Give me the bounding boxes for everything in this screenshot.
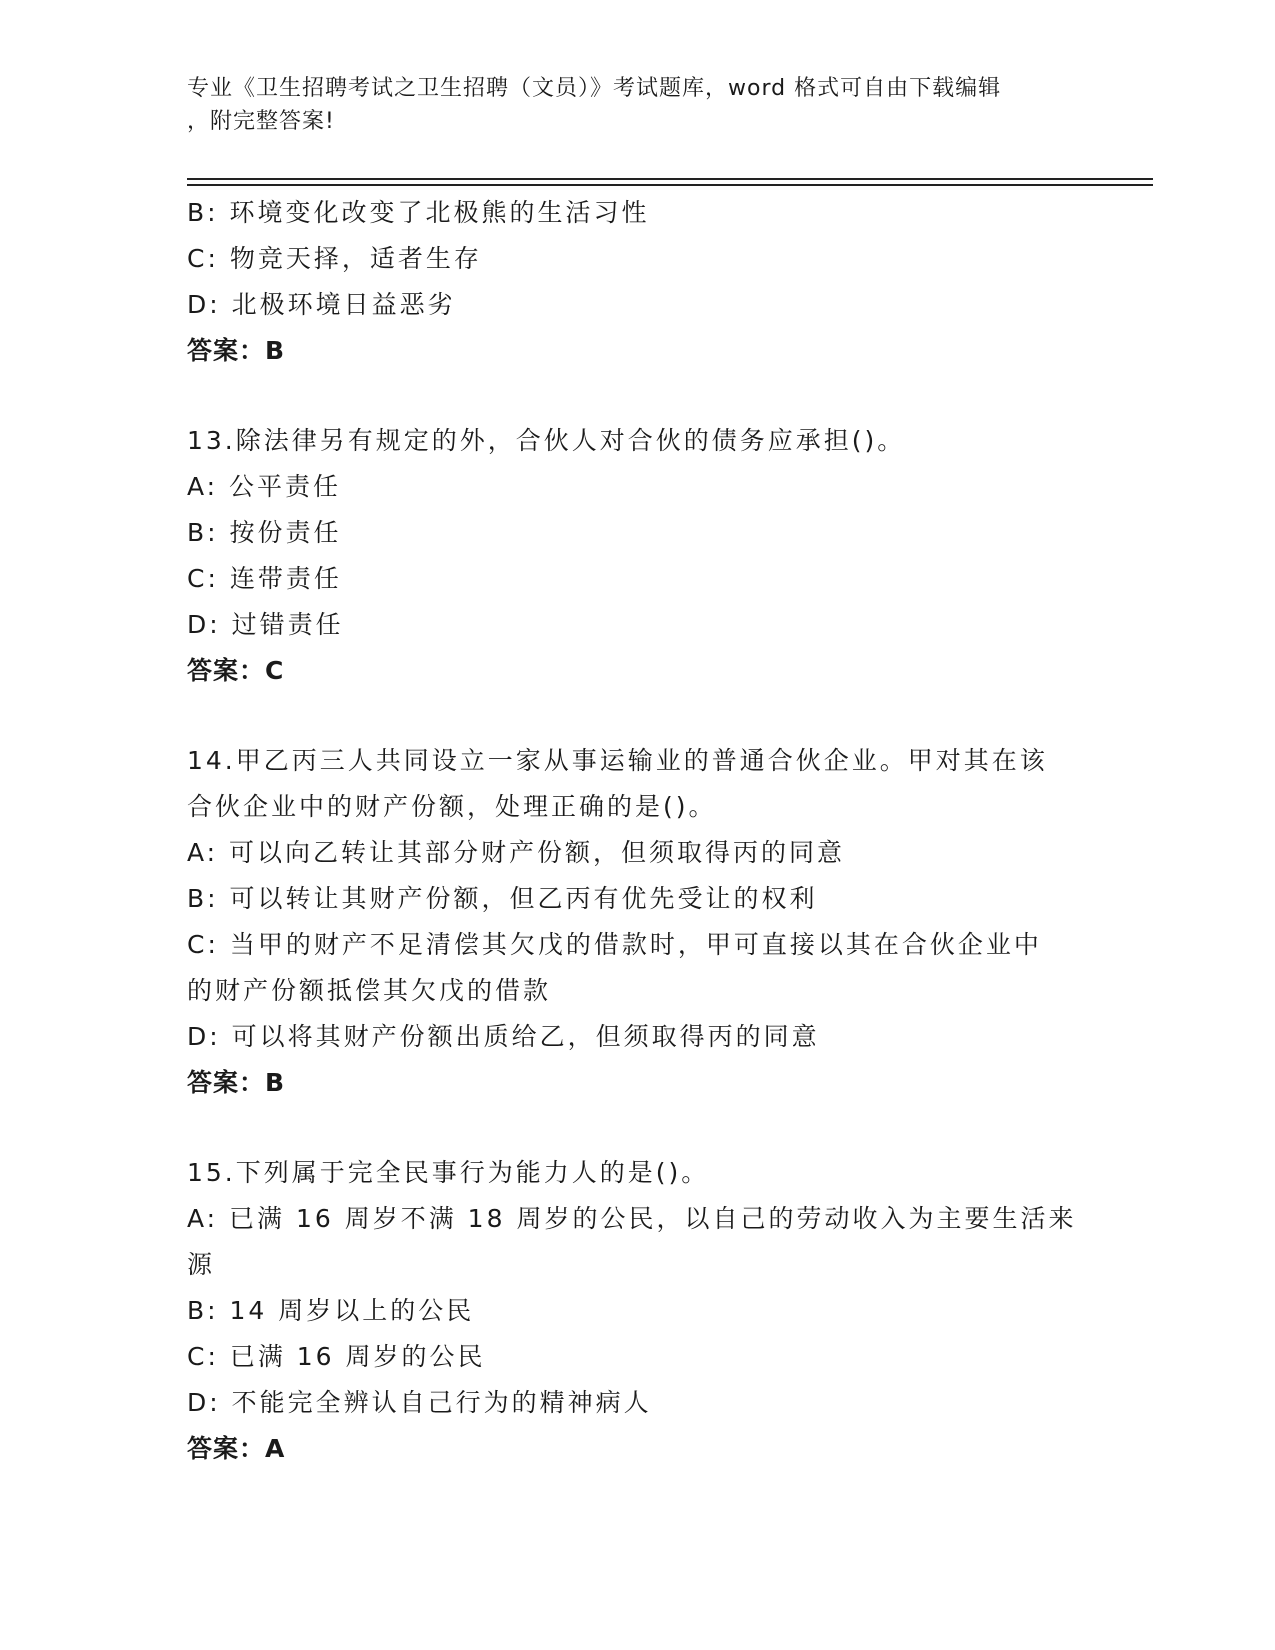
answer: 答案：A [187,1434,286,1463]
answer: 答案：C [187,656,285,685]
question-14 [187,738,1087,1106]
answer: 答案：B [187,336,286,365]
question-stem-line-1: 14.甲乙丙三人共同设立一家从事运输业的普通合伙企业。甲对其在该 [187,746,1048,775]
option-b: B: 环境变化改变了北极熊的生活习性 [187,198,650,227]
option-c-line-2: 的财产份额抵偿其欠戊的借款 [187,976,552,1005]
document-header [187,72,1087,138]
spacer [187,1106,1087,1150]
question-13 [187,418,1087,694]
option-c-line-1: C: 当甲的财产不足清偿其欠戊的借款时，甲可直接以其在合伙企业中 [187,930,1042,959]
header-line-2: ，附完整答案! [187,109,335,134]
option-c: C: 物竞天择，适者生存 [187,244,482,273]
option-b: B: 可以转让其财产份额，但乙丙有优先受让的权利 [187,884,818,913]
question-stem: 15.下列属于完全民事行为能力人的是()。 [187,1158,710,1187]
spacer [187,374,1087,418]
answer: 答案：B [187,1068,286,1097]
option-a-line-1: A: 已满 16 周岁不满 18 周岁的公民，以自己的劳动收入为主要生活来 [187,1204,1077,1233]
header-rule-bottom [187,184,1153,186]
option-a-line-2: 源 [187,1250,216,1279]
option-d: D: 不能完全辨认自己行为的精神病人 [187,1388,652,1417]
option-c: C: 连带责任 [187,564,342,593]
option-d: D: 北极环境日益恶劣 [187,290,456,319]
question-12 [187,190,1087,374]
question-list [187,190,1087,1472]
option-a: A: 可以向乙转让其部分财产份额，但须取得丙的同意 [187,838,846,867]
option-b: B: 14 周岁以上的公民 [187,1296,475,1325]
option-d: D: 可以将其财产份额出质给乙，但须取得丙的同意 [187,1022,820,1051]
question-stem-line-2: 合伙企业中的财产份额，处理正确的是()。 [187,792,717,821]
option-b: B: 按份责任 [187,518,342,547]
option-a: A: 公平责任 [187,472,342,501]
option-c: C: 已满 16 周岁的公民 [187,1342,486,1371]
header-line-1: 专业《卫生招聘考试之卫生招聘（文员）》考试题库，word 格式可自由下载编辑 [187,76,1002,101]
question-stem: 13.除法律另有规定的外，合伙人对合伙的债务应承担()。 [187,426,906,455]
option-d: D: 过错责任 [187,610,344,639]
header-rule-top [187,178,1153,180]
spacer [187,694,1087,738]
question-15 [187,1150,1087,1472]
